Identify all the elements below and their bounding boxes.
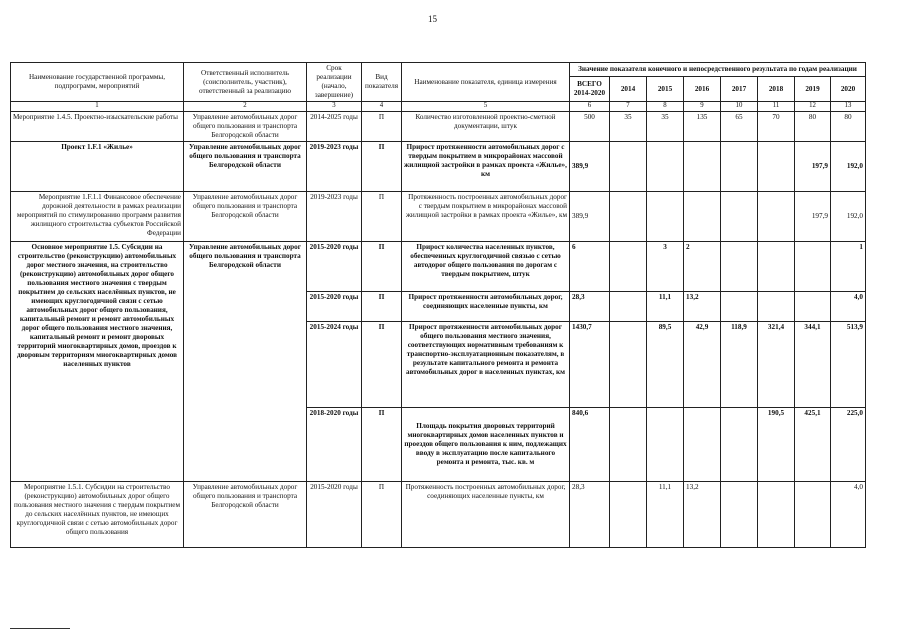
value-2020: 192,0 bbox=[831, 142, 866, 192]
value-2019: 197,9 bbox=[795, 142, 831, 192]
column-number: 7 bbox=[610, 102, 647, 112]
value-2017 bbox=[721, 192, 758, 242]
value-2019: 80 bbox=[795, 112, 831, 142]
table-row bbox=[11, 482, 866, 548]
value-2015: 89,5 bbox=[647, 322, 684, 408]
program-name-cell: Мероприятие 1.5.1. Субсидии на строительство (реконструкцию) автомобильных дорог общего пользования местного значения с твердым покрытием до сельских населённых пунктов, не имеющих круглогодичной связи с сетью автомобильных дорог общего пользования bbox=[11, 482, 184, 548]
value-2014 bbox=[610, 292, 647, 322]
header-year-2019: 2019 bbox=[795, 77, 831, 102]
value-2020: 513,9 bbox=[831, 322, 866, 408]
indicator-type-cell: П bbox=[362, 142, 402, 192]
value-2018 bbox=[758, 482, 795, 548]
indicator-name-cell: Площадь покрытия дворовых территорий многоквартирных домов населенных пунктов и проездов общего пользования к ним, подлежащих вводу в эксплуатацию после капитального ремонта и ремонта, тыс. кв. м bbox=[402, 408, 570, 482]
period-cell: 2015-2020 годы bbox=[307, 482, 362, 548]
table-row bbox=[11, 192, 866, 242]
period-cell: 2014-2025 годы bbox=[307, 112, 362, 142]
footer-rule bbox=[10, 628, 70, 629]
value-total: 6 bbox=[570, 242, 610, 292]
program-name-cell: Основное мероприятие 1.5. Субсидии на строительство (реконструкцию) автомобильных дорог местного значения, на строительство (реконструкцию) автомобильных дорог общего пользования местного значения с твердым покрытием до сельских населённых пунктов, не имеющих круглогодичной связи с сетью автомобильных дорог общего пользования, капитальный ремонт и ремонт автомобильных дорог общего пользования местного значения, капитальный ремонт и ремонт дворовых территорий многоквартирных домов, проездов к дворовым территориям многоквартирных домов населенных пунктов bbox=[11, 242, 184, 482]
value-2015: 11,1 bbox=[647, 292, 684, 322]
indicator-table bbox=[10, 62, 866, 548]
value-2017 bbox=[721, 482, 758, 548]
value-2016 bbox=[684, 408, 721, 482]
value-2019 bbox=[795, 292, 831, 322]
value-2018: 70 bbox=[758, 112, 795, 142]
value-2018: 321,4 bbox=[758, 322, 795, 408]
value-2019: 344,1 bbox=[795, 322, 831, 408]
column-number: 5 bbox=[402, 102, 570, 112]
header-total: ВСЕГО 2014-2020 bbox=[570, 77, 610, 102]
value-total: 28,3 bbox=[570, 482, 610, 548]
period-cell: 2015-2024 годы bbox=[307, 322, 362, 408]
period-cell: 2018-2020 годы bbox=[307, 408, 362, 482]
value-2016 bbox=[684, 142, 721, 192]
header-year-2020: 2020 bbox=[831, 77, 866, 102]
header-values-group: Значение показателя конечного и непосредственного результата по годам реализации bbox=[570, 63, 866, 77]
column-number: 13 bbox=[831, 102, 866, 112]
column-number: 9 bbox=[684, 102, 721, 112]
header-year-2015: 2015 bbox=[647, 77, 684, 102]
page-number: 15 bbox=[428, 14, 437, 24]
indicator-name-cell: Количество изготовленной проектно-сметной документации, штук bbox=[402, 112, 570, 142]
executor-cell: Управление автомобильных дорог общего пользования и транспорта Белгородской области bbox=[184, 482, 307, 548]
value-2014 bbox=[610, 142, 647, 192]
value-2016: 13,2 bbox=[684, 292, 721, 322]
indicator-name-cell: Прирост протяженности автомобильных дорог, соединяющих населенные пункты, км bbox=[402, 292, 570, 322]
period-cell: 2019-2023 годы bbox=[307, 192, 362, 242]
table-row bbox=[11, 112, 866, 142]
indicator-type-cell: П bbox=[362, 482, 402, 548]
column-number-row bbox=[11, 102, 866, 112]
executor-cell: Управление автомобильных дорог общего пользования и транспорта Белгородской области bbox=[184, 112, 307, 142]
value-2014 bbox=[610, 482, 647, 548]
column-number: 6 bbox=[570, 102, 610, 112]
indicator-name-cell: Прирост протяженности автомобильных дорог общего пользования местного значения, соответствующих нормативным требованиям к транспортно-эксплуатационным показателям, в результате капитального ремонта и ремонта автомобильных дорог в населенных пунктах, км bbox=[402, 322, 570, 408]
header-indicator-name: Наименование показателя, единица измерения bbox=[402, 63, 570, 102]
value-2017 bbox=[721, 242, 758, 292]
value-2020: 4,0 bbox=[831, 482, 866, 548]
value-total: 500 bbox=[570, 112, 610, 142]
value-2015 bbox=[647, 142, 684, 192]
value-2017: 65 bbox=[721, 112, 758, 142]
value-2016: 135 bbox=[684, 112, 721, 142]
program-name-cell: Мероприятие 1.4.5. Проектно-изыскательские работы bbox=[11, 112, 184, 142]
value-2015: 11,1 bbox=[647, 482, 684, 548]
executor-cell: Управление автомобильных дорог общего пользования и транспорта Белгородской области bbox=[184, 242, 307, 482]
indicator-type-cell: П bbox=[362, 408, 402, 482]
column-number: 2 bbox=[184, 102, 307, 112]
column-number: 3 bbox=[307, 102, 362, 112]
value-2016: 13,2 bbox=[684, 482, 721, 548]
column-number: 12 bbox=[795, 102, 831, 112]
value-2018 bbox=[758, 242, 795, 292]
program-name-cell: Проект 1.F.1 «Жилье» bbox=[11, 142, 184, 192]
value-2019 bbox=[795, 242, 831, 292]
value-2019 bbox=[795, 482, 831, 548]
value-2014: 35 bbox=[610, 112, 647, 142]
value-total: 840,6 bbox=[570, 408, 610, 482]
value-total: 1430,7 bbox=[570, 322, 610, 408]
value-2014 bbox=[610, 242, 647, 292]
value-2018 bbox=[758, 292, 795, 322]
program-name-cell: Мероприятие 1.F.1.1 Финансовое обеспечение дорожной деятельности в рамках реализации мероприятий по стимулированию программ развития жилищного строительства субъектов Российской Федерации bbox=[11, 192, 184, 242]
value-2015 bbox=[647, 192, 684, 242]
indicator-type-cell: П bbox=[362, 242, 402, 292]
value-2020: 4,0 bbox=[831, 292, 866, 322]
header-year-2017: 2017 bbox=[721, 77, 758, 102]
value-2014 bbox=[610, 408, 647, 482]
indicator-type-cell: П bbox=[362, 112, 402, 142]
value-2015: 3 bbox=[647, 242, 684, 292]
executor-cell: Управление автомобильных дорог общего пользования и транспорта Белгородской области bbox=[184, 142, 307, 192]
column-number: 1 bbox=[11, 102, 184, 112]
executor-cell: Управление автомобильных дорог общего пользования и транспорта Белгородской области bbox=[184, 192, 307, 242]
value-2014 bbox=[610, 192, 647, 242]
table-row bbox=[11, 242, 866, 292]
header-year-2018: 2018 bbox=[758, 77, 795, 102]
indicator-name-cell: Протяженность построенных автомобильных дорог с твердым покрытием в микрорайонах массовой жилищной застройки в рамках проекта «Жилье», км bbox=[402, 192, 570, 242]
period-cell: 2019-2023 годы bbox=[307, 142, 362, 192]
value-total: 28,3 bbox=[570, 292, 610, 322]
value-2020: 192,0 bbox=[831, 192, 866, 242]
indicator-type-cell: П bbox=[362, 192, 402, 242]
value-2016: 42,9 bbox=[684, 322, 721, 408]
value-2016: 2 bbox=[684, 242, 721, 292]
indicator-table-wrapper bbox=[10, 62, 865, 548]
column-number: 4 bbox=[362, 102, 402, 112]
indicator-name-cell: Протяженность построенных автомобильных дорог, соединяющих населенные пункты, км bbox=[402, 482, 570, 548]
indicator-name-cell: Прирост количества населенных пунктов, обеспеченных круглогодичной связью с сетью автодорог общего пользования по дорогам с твердым покрытием, штук bbox=[402, 242, 570, 292]
value-2017 bbox=[721, 292, 758, 322]
value-2019: 425,1 bbox=[795, 408, 831, 482]
indicator-name-cell: Прирост протяженности автомобильных дорог с твердым покрытием в микрорайонах массовой жилищной застройки в рамках проекта «Жилье», км bbox=[402, 142, 570, 192]
column-number: 11 bbox=[758, 102, 795, 112]
indicator-type-cell: П bbox=[362, 292, 402, 322]
period-cell: 2015-2020 годы bbox=[307, 292, 362, 322]
value-2017 bbox=[721, 408, 758, 482]
header-year-2016: 2016 bbox=[684, 77, 721, 102]
value-2015 bbox=[647, 408, 684, 482]
period-cell: 2015-2020 годы bbox=[307, 242, 362, 292]
value-2018 bbox=[758, 142, 795, 192]
header-indicator-type: Вид показателя bbox=[362, 63, 402, 102]
column-number: 8 bbox=[647, 102, 684, 112]
indicator-type-cell: П bbox=[362, 322, 402, 408]
value-2016 bbox=[684, 192, 721, 242]
table-row bbox=[11, 142, 866, 192]
value-total: 389,9 bbox=[570, 142, 610, 192]
value-2018: 190,5 bbox=[758, 408, 795, 482]
value-2018 bbox=[758, 192, 795, 242]
value-2020: 1 bbox=[831, 242, 866, 292]
value-2014 bbox=[610, 322, 647, 408]
value-2017: 118,9 bbox=[721, 322, 758, 408]
header-year-2014: 2014 bbox=[610, 77, 647, 102]
header-program: Наименование государственной программы, подпрограмм, мероприятий bbox=[11, 63, 184, 102]
value-2019: 197,9 bbox=[795, 192, 831, 242]
value-2020: 225,0 bbox=[831, 408, 866, 482]
value-2017 bbox=[721, 142, 758, 192]
value-2015: 35 bbox=[647, 112, 684, 142]
value-total: 389,9 bbox=[570, 192, 610, 242]
header-executor: Ответственный исполнитель (соисполнитель, участник), ответственный за реализацию bbox=[184, 63, 307, 102]
header-period: Срок реализации (начало, завершение) bbox=[307, 63, 362, 102]
value-2020: 80 bbox=[831, 112, 866, 142]
column-number: 10 bbox=[721, 102, 758, 112]
